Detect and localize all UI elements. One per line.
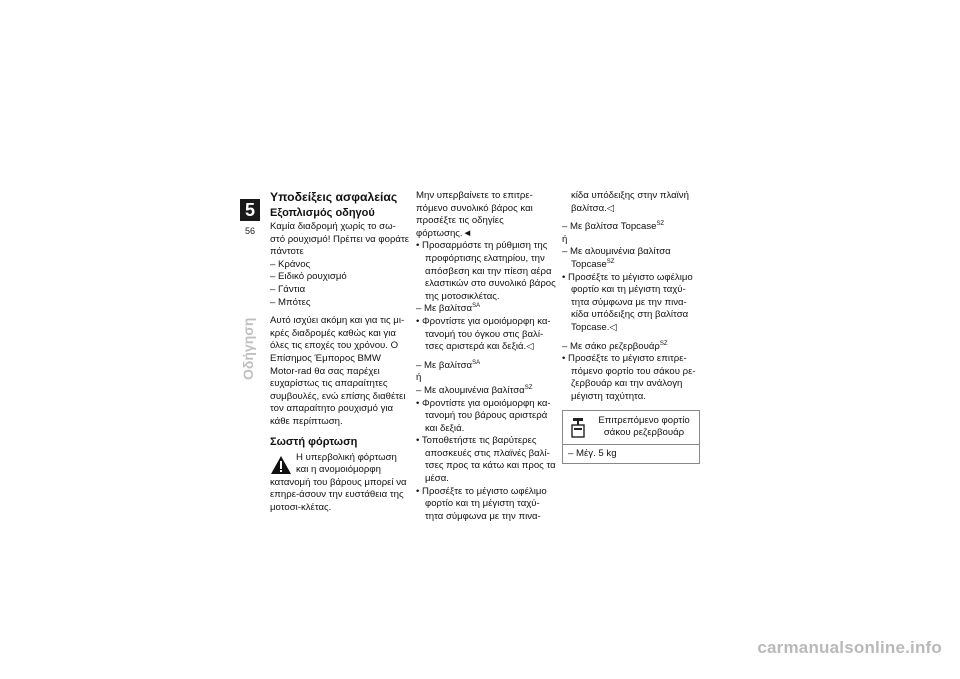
box-value: – Μέγ. 5 kg <box>568 447 617 459</box>
condition-item: – Με αλουμινένια βαλίτσα$^{SZ}$ <box>416 384 533 396</box>
condition-item: – Με βαλίτσα$^{SA}$ <box>416 303 481 315</box>
or-text: ή <box>416 372 422 384</box>
tank-bag-load-box <box>562 410 700 465</box>
column-2 <box>416 190 556 523</box>
heading-correct-loading: Σωστή φόρτωση <box>270 435 358 448</box>
warning-block <box>270 452 410 515</box>
condition-item: – Με αλουμινένια βαλίτσα Topcase$^{SZ}$ <box>562 246 671 270</box>
bullet-item: • Τοποθετήστε τις βαρύτερες αποσκευές στις πλαϊνές βαλί-τσες προς τα κάτω και προς τα μέσα. <box>416 435 556 485</box>
section-label: Οδήγηση <box>240 317 256 380</box>
paragraph-clothing: Καμία διαδρομή χωρίς το σω-στό ρουχισμό! Πρέπει να φοράτε πάντοτε <box>270 221 410 258</box>
equipment-list <box>270 259 410 309</box>
paragraph-loading-intro: Μην υπερβαίνετε το επιτρε-πόμενο συνολικό βάρος και προσέξτε τις οδηγίες φόρτωσης.◄ <box>416 190 533 239</box>
page-title: Υποδείξεις ασφαλείας <box>270 190 398 204</box>
list-item: – Γάντια <box>270 284 410 297</box>
bullet-item: • Προσέξτε το μέγιστο ωφέλιμο φορτίο και τη μέγιστη ταχύ-τητα σύμφωνα με την πινα- <box>416 485 547 522</box>
condition-item: – Με βαλίτσα Topcase$^{SZ}$ <box>562 221 665 233</box>
paragraph-dealer: Αυτό ισχύει ακόμη και για τις μι-κρές διαδρομές καθώς και για όλες τις εποχές του χρόνου. Ο Επίσημος Έμπορος BMW Motor-rad θα σας παρέχει ευχαρίστως τις απαραίτητες συμβουλές, ενώ επίσης διαθέτει τον απαραίτητο ρουχισμό για κάθε περίπτωση. <box>270 315 406 427</box>
weight-icon <box>571 417 585 439</box>
bullet-item: • Προσέξτε το μέγιστο επιτρε-πόμενο φορτίο του σάκου ρε-ζερβουάρ και την ανάλογη μέγιστη ταχύτητα. <box>562 353 696 402</box>
list-item: – Κράνος <box>270 259 410 272</box>
warning-icon <box>270 455 292 475</box>
condition-item: – Με σάκο ρεζερβουάρ$^{SZ}$ <box>562 340 668 352</box>
column-1 <box>270 190 410 514</box>
condition-item: – Με βαλίτσα$^{SA}$ <box>416 359 481 371</box>
page-number: 56 <box>244 226 255 236</box>
heading-rider-equipment: Εξοπλισμός οδηγού <box>270 207 375 219</box>
continued-text: κίδα υπόδειξης στην πλαϊνή βαλίτσα.◁ <box>571 190 689 214</box>
bullet-item: • Προσαρμόστε τη ρύθμιση της προφόρτισης ελατηρίου, την απόσβεση και την πίεση αέρα ελαστικών στο συνολικό βάρος της μοτοσικλέτας. <box>416 240 556 302</box>
warning-text: Η υπερβολική φόρτωση και η ανομοιόμορφη κατανομή του βάρους μπορεί να επηρε-άσουν την ευστάθεια της μοτοσι-κλέτας. <box>270 451 407 513</box>
bullet-item: • Φροντίστε για ομοιόμορφη κα-τανομή του βάρους αριστερά και δεξιά. <box>416 397 551 434</box>
list-item: – Ειδικό ρουχισμό <box>270 271 410 284</box>
bullet-item: • Φροντίστε για ομοιόμορφη κα-τανομή του όγκου στις βαλί-τσες αριστερά και δεξιά.◁ <box>416 315 551 353</box>
box-title: Επιτρεπόμενο φορτίο σάκου ρεζερβουάρ <box>598 414 690 439</box>
or-text: ή <box>562 233 568 245</box>
column-3 <box>562 190 702 464</box>
bullet-item: • Προσέξτε το μέγιστο ωφέλιμο φορτίο και τη μέγιστη ταχύ-τητα σύμφωνα με την πινα-κίδα υπόδειξης στη βαλίτσα Topcase.◁ <box>562 271 693 333</box>
list-item: – Μπότες <box>270 297 410 310</box>
chapter-number-tab: 5 <box>240 199 260 221</box>
box-header <box>563 411 699 445</box>
watermark-text: carmanualsonline.info <box>757 638 942 657</box>
